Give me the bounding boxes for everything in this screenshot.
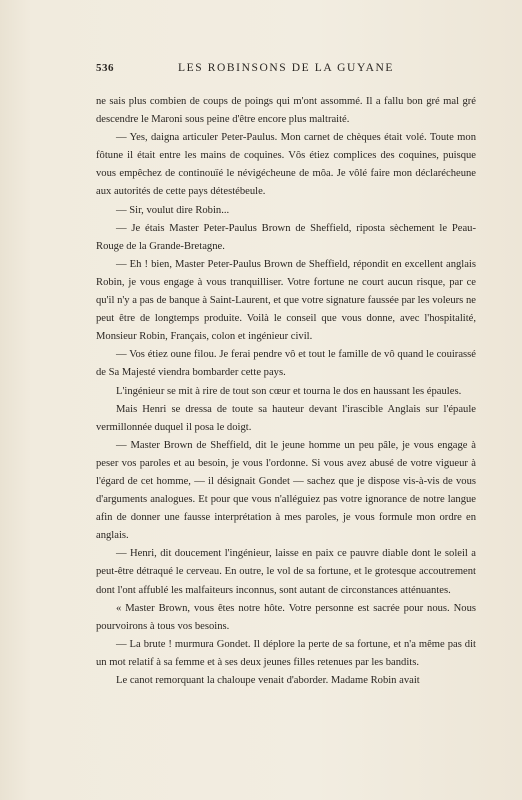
running-title: LES ROBINSONS DE LA GUYANE (177, 62, 395, 74)
page-header (96, 62, 476, 78)
paragraph: L'ingénieur se mit à rire de tout son cœur et tourna le dos en haussant les épaules. (116, 385, 462, 397)
paragraph: — Eh ! bien, Master Peter-Paulus Brown de Sheffield, répondit en excellent anglais Robin, je vous engage à vous tranquilliser. Votre fortune ne court aucun risque, par ce qu'il n'y a pas de banque à Saint-Laurent, et que votre signature faussée par les voleurs ne peut être de longtemps produite. Voilà le conseil que vous donne, avec l'hospitalité, Monsieur Robin, Français, colon et ingénieur civil. (96, 258, 476, 343)
paragraph: Le canot remorquant la chaloupe venait d'aborder. Madame Robin avait (116, 675, 420, 686)
paragraph-continuation: ne sais plus combien de coups de poings qui m'ont assommé. Il a fallu bon gré mal gré descendre le Maroni sous peine d'être encore plus maltraité. (96, 96, 476, 126)
paragraph: — Henri, dit doucement l'ingénieur, laisse en paix ce pauvre diable dont le soleil a peut-être détraqué le cerveau. En outre, le vol de sa fortune, et le grotesque accoutrement dont l'ont affublé les malfaiteurs inconnus, sont autant de circonstances atténuantes. (96, 548, 476, 596)
paragraph: — Je étais Master Peter-Paulus Brown de Sheffield, riposta sèchement le Peau-Rouge de la Grande-Bretagne. (96, 222, 476, 252)
paragraph: — Yes, daigna articuler Peter-Paulus. Mon carnet de chèques était volé. Toute mon fôtune il était entre les mains de coquines. Vôs étiez complices des coquines, puisque vous empêchez de continouïé le névigécheune de môa. Je vôlé faire mon déclarécheune aux autorités de cette pays détestébeule. (96, 132, 476, 198)
paragraph: Mais Henri se dressa de toute sa hauteur devant l'irascible Anglais sur l'épaule vermillonnée duquel il posa le doigt. (96, 403, 476, 433)
paragraph: — Sir, voulut dire Robin... (116, 204, 230, 216)
paragraph: — Vos étiez oune filou. Je ferai pendre vô et tout le famille de vô quand le couirassé de Sa Majesté viendra bombarder cette pays. (96, 349, 476, 379)
paragraph: « Master Brown, vous êtes notre hôte. Votre personne est sacrée pour nous. Nous pourvoirons à tous vos besoins. (96, 602, 476, 632)
paragraph: — La brute ! murmura Gondet. Il déplore la perte de sa fortune, et n'a même pas dit un mot relatif à sa femme et à ses deux jeunes filles retenues par les bandits. (96, 638, 476, 668)
paragraph: — Master Brown de Sheffield, dit le jeune homme un peu pâle, je vous engage à peser vos paroles et au besoin, je vous l'ordonne. Si vous avez abusé de votre vigueur à l'égard de cet homme, — il désignait Gondet — sachez que je dispose vis-à-vis de vous d'arguments analogues. Et pour que vous n'alléguiez pas votre ignorance de notre langue afin de donner une fausse interprétation à mes paroles, je vous formule mon ordre en anglais. (96, 439, 476, 542)
body-text (96, 93, 476, 690)
page-number: 536 (96, 62, 114, 74)
